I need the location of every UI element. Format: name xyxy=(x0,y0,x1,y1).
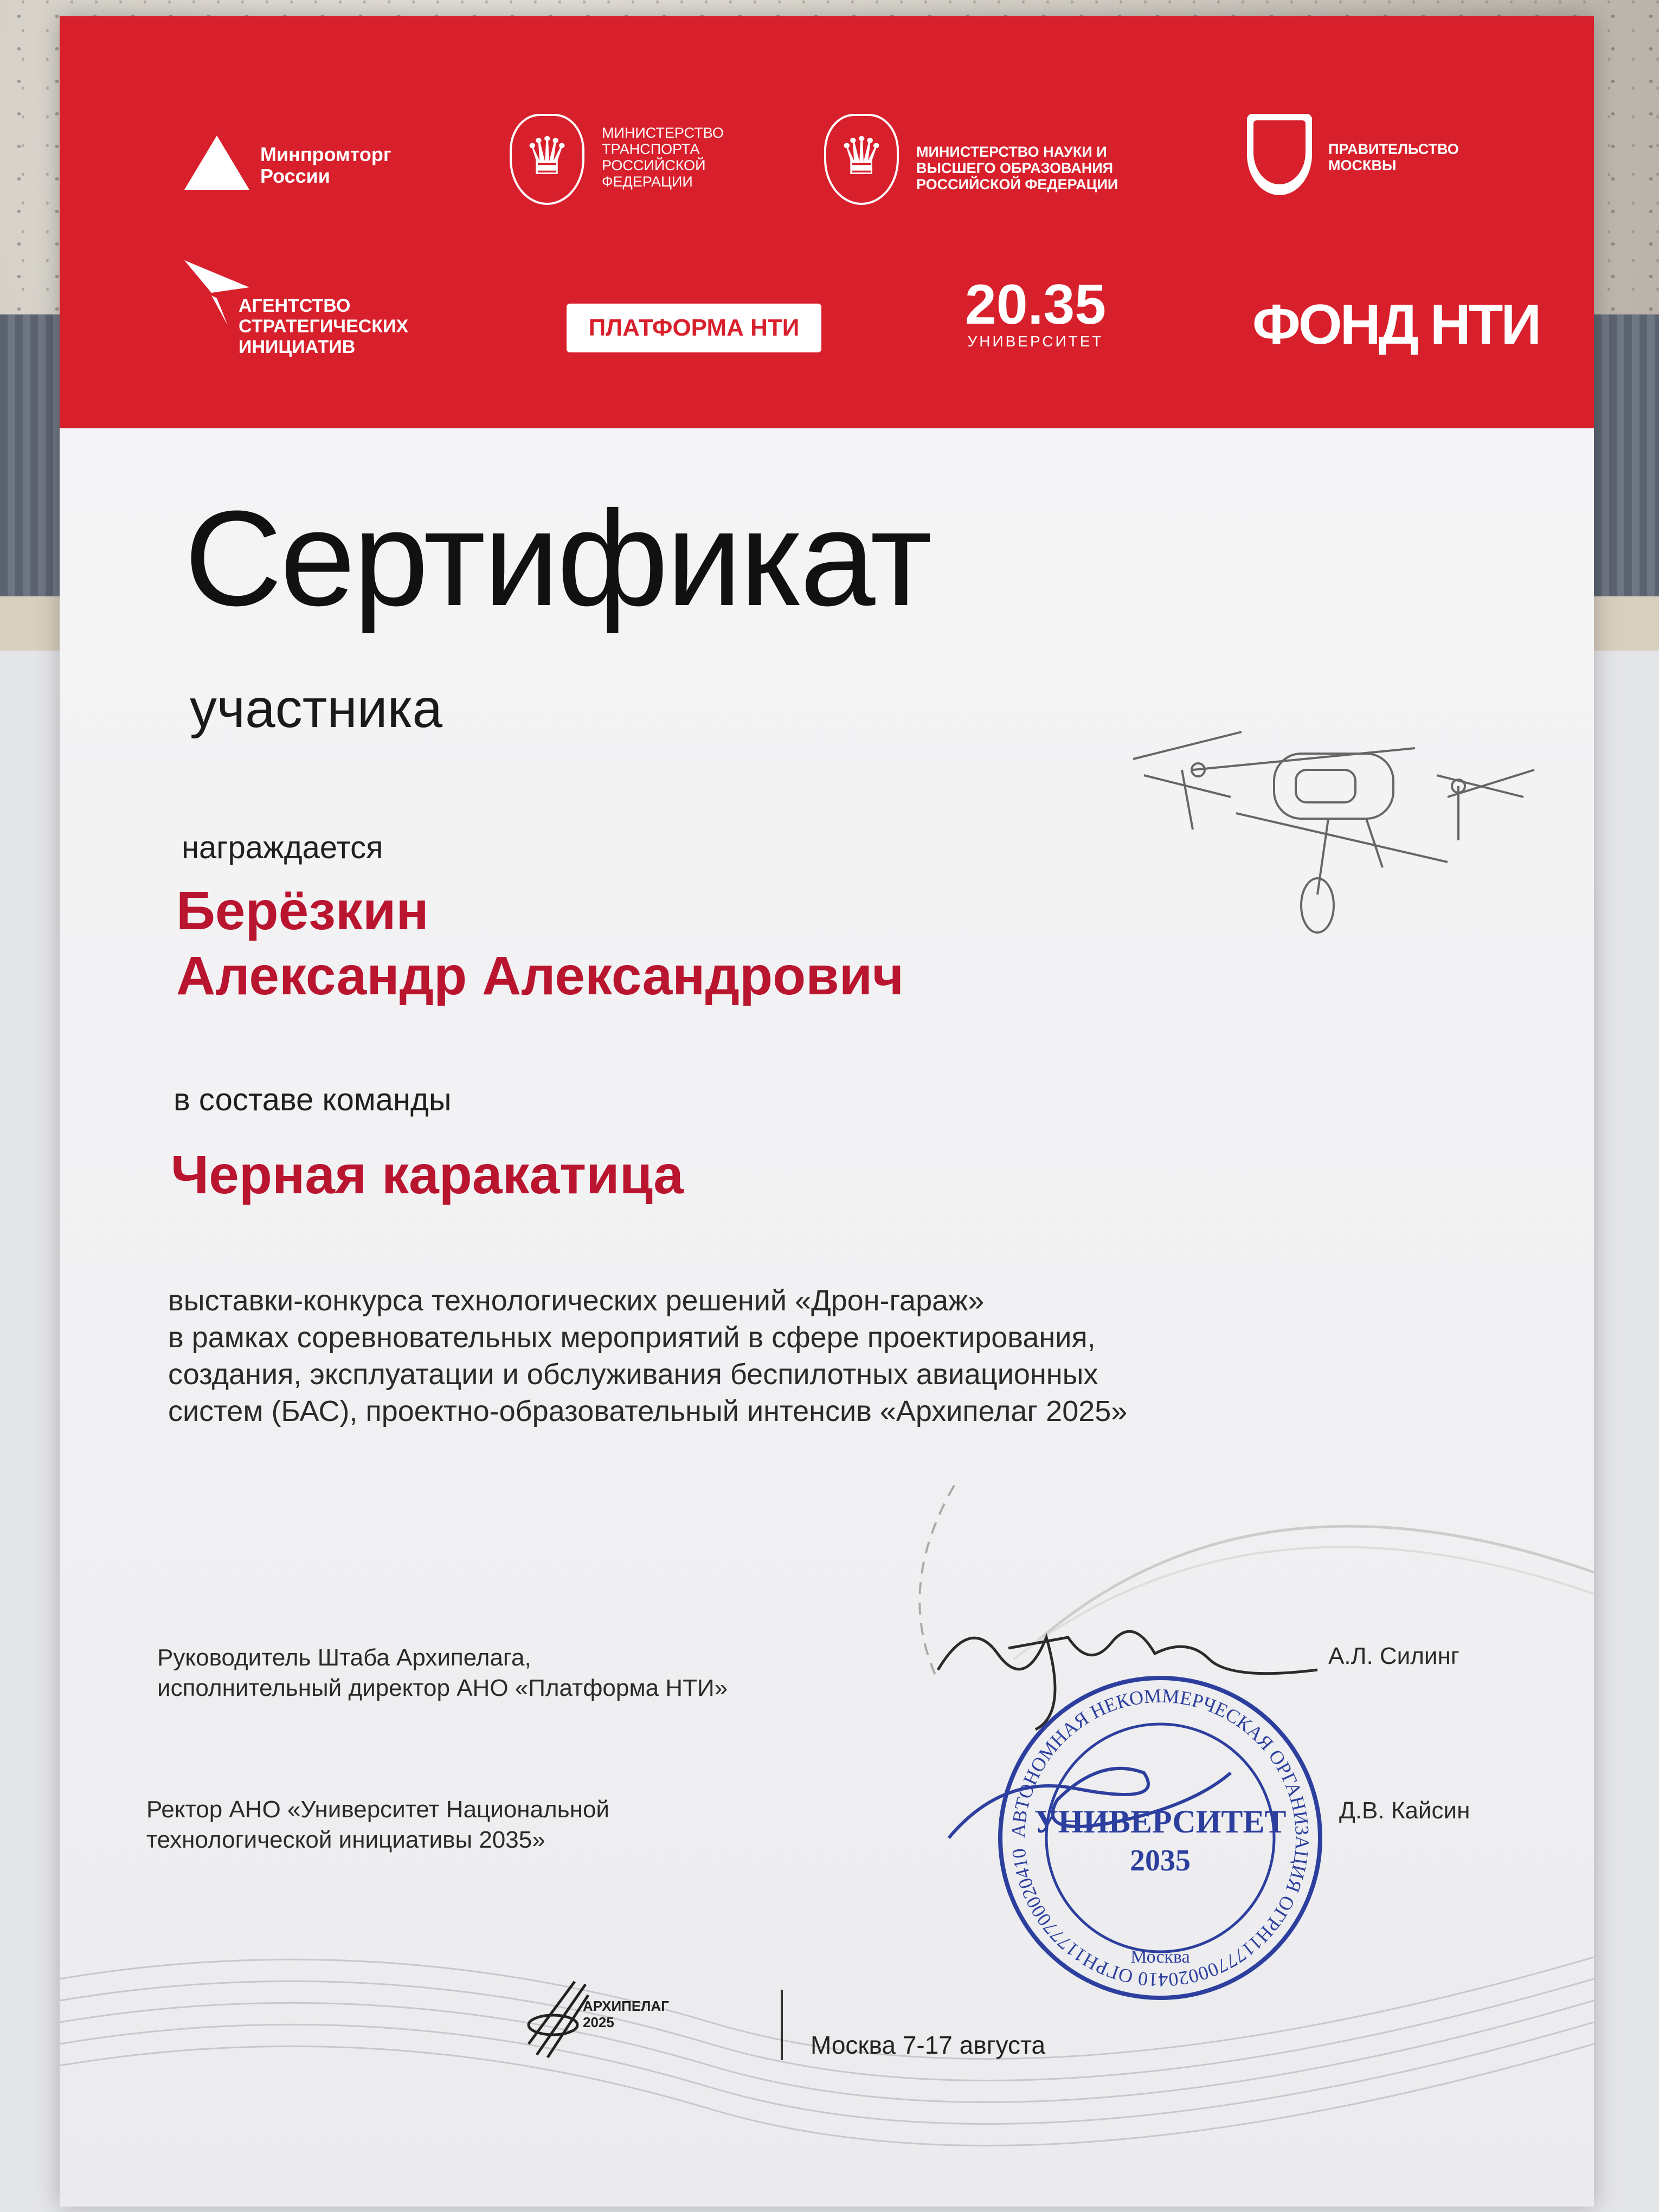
stamp-center-line1: УНИВЕРСИТЕТ xyxy=(1034,1804,1287,1840)
decorative-wave-lines xyxy=(60,1914,1594,2207)
coat-of-arms-icon: ♛ xyxy=(510,114,584,205)
asi-logo xyxy=(239,295,466,357)
signatory-1-role xyxy=(157,1643,728,1703)
description-line: выставки-конкурса технологических решений «Дрон-гараж» xyxy=(168,1284,985,1317)
awarded-label: награждается xyxy=(182,830,383,865)
stamp-center-line2: 2035 xyxy=(1130,1844,1191,1877)
description-line: создания, эксплуатации и обслуживания беспилотных авиационных xyxy=(168,1358,1098,1391)
signatory-role-line: Руководитель Штаба Архипелага, xyxy=(157,1644,531,1671)
archipelag-logo-icon xyxy=(526,1979,591,2060)
signatory-2-role xyxy=(146,1795,609,1855)
signatory-role-line: технологической инициативы 2035» xyxy=(146,1827,545,1853)
platforma-nti-logo: ПЛАТФОРМА НТИ xyxy=(567,304,821,352)
university-2035-label: УНИВЕРСИТЕТ xyxy=(967,333,1104,350)
asi-logo-text: АГЕНТСТВО СТРАТЕГИЧЕСКИХ ИНИЦИАТИВ xyxy=(239,295,409,357)
moscow-logo xyxy=(1328,141,1469,173)
signatory-role-line: исполнительный директор АНО «Платформа НТИ» xyxy=(157,1675,728,1701)
drone-illustration xyxy=(1111,689,1545,949)
moscow-coat-of-arms-icon xyxy=(1247,114,1312,195)
archipelag-logo xyxy=(583,1998,669,2030)
certificate-title: Сертификат xyxy=(184,483,930,634)
minnauki-logo xyxy=(916,144,1155,192)
footer-divider xyxy=(781,1990,783,2060)
stamp-city: Москва xyxy=(1130,1947,1190,1967)
stamp-ring-text: АВТОНОМНАЯ НЕКОММЕРЧЕСКАЯ ОРГАНИЗАЦИЯ ОГРН1177700020410 ОГРН1177700020410 xyxy=(1007,1684,1314,1991)
mintrans-logo xyxy=(602,125,743,190)
signatory-role-line: Ректор АНО «Университет Национальной xyxy=(146,1796,610,1823)
minnauki-logo-text: МИНИСТЕРСТВО НАУКИ И ВЫСШЕГО ОБРАЗОВАНИЯ РОССИЙСКОЙ ФЕДЕРАЦИИ xyxy=(916,144,1118,192)
archipelag-logo-line2: 2025 xyxy=(583,2014,614,2030)
mintrans-logo-text: МИНИСТЕРСТВО ТРАНСПОРТА РОССИЙСКОЙ ФЕДЕРАЦИИ xyxy=(602,125,724,190)
university-2035-logo xyxy=(960,273,1111,350)
certificate-subtitle: участника xyxy=(190,678,443,739)
certificate-paper xyxy=(60,16,1594,2207)
minprom-logo-text: Минпромторг России xyxy=(260,143,391,187)
university-2035-number: 20.35 xyxy=(964,273,1107,336)
signatory-2-name: Д.В. Кайсин xyxy=(1339,1797,1470,1824)
certificate-header xyxy=(60,16,1594,428)
team-name: Черная каракатица xyxy=(171,1144,684,1205)
moscow-logo-text: ПРАВИТЕЛЬСТВО МОСКВЫ xyxy=(1328,141,1459,173)
description-line: систем (БАС), проектно-образовательный интенсив «Архипелаг 2025» xyxy=(168,1395,1128,1427)
footer-place-dates: Москва 7-17 августа xyxy=(811,2031,1046,2059)
fond-nti-logo: ФОНД НТИ xyxy=(1252,293,1540,356)
signatory-1-name: А.Л. Силинг xyxy=(1328,1643,1459,1669)
archipelag-logo-line1: АРХИПЕЛАГ xyxy=(583,1998,669,2014)
certificate-description xyxy=(168,1282,1415,1430)
coat-of-arms-icon: ♛ xyxy=(824,114,899,205)
team-label: в составе команды xyxy=(173,1082,452,1117)
recipient-name xyxy=(176,878,904,1008)
recipient-surname: Берёзкин xyxy=(176,880,429,941)
description-line: в рамках соревновательных мероприятий в сфере проектирования, xyxy=(168,1321,1096,1354)
recipient-given-names: Александр Александрович xyxy=(176,946,904,1006)
minprom-logo xyxy=(260,144,423,187)
university-2035-stamp xyxy=(992,1670,1328,2006)
minprom-logo-icon xyxy=(184,136,249,190)
